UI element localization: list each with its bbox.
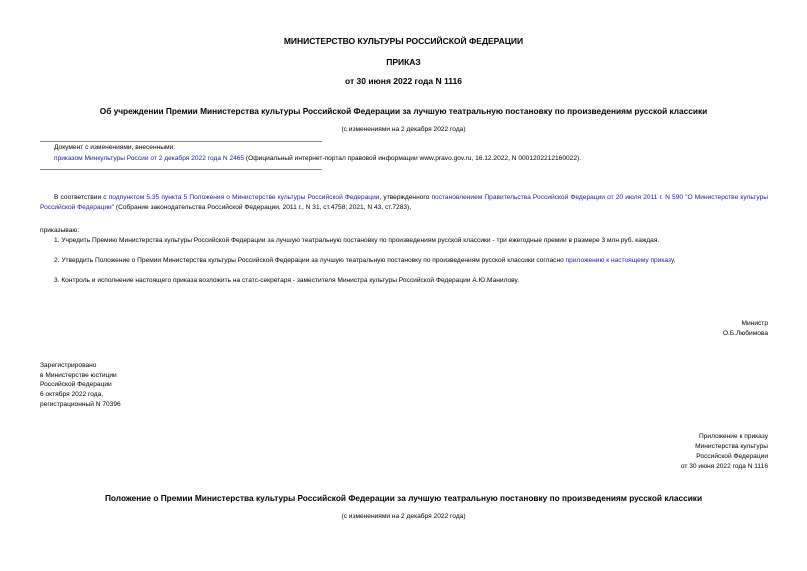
registration-line-4: 6 октября 2022 года, <box>40 391 104 398</box>
ministry-heading: МИНИСТЕРСТВО КУЛЬТУРЫ РОССИЙСКОЙ ФЕДЕРАЦИИ <box>283 36 524 46</box>
government-decree-link[interactable]: постановлением Правительства Российской Федерации от 20 июля 2011 г. N 590 "О Министерстве культуры Российской Федерации" <box>40 194 769 211</box>
registration-line-1: Зарегистрировано <box>40 362 97 369</box>
doc-title: Об учреждении Премии Министерства культуры Российской Федерации за лучшую театральную постановку по произведениям русской классики <box>99 106 708 116</box>
changes-bottom-divider <box>40 169 322 170</box>
preamble-paragraph: В соответствии с подпунктом 5.35 пункта 5 Положения о Министерстве культуры Российской Федерации, утвержденного постановлением Правительства Российской Федерации от 20 июля 2011 г. N 590 "О Министерстве культуры Российской Федерации" (Собрание законодательства Российской Федерации, 2011 г., N 31, ст.4758; 2021, N 43, ст.7283), <box>40 194 769 211</box>
changes-top-divider <box>40 141 322 142</box>
registration-line-2: в Министерстве юстиции <box>40 372 117 379</box>
signature-position: Министр <box>741 320 768 327</box>
doc-type-heading: ПРИКАЗ <box>386 57 421 67</box>
appendix-ref-line-2: Министерства культуры <box>695 443 768 450</box>
regulation-link[interactable]: подпунктом 5.35 пункта 5 Положения о Министерстве культуры Российской Федерации <box>108 194 380 201</box>
appendix-revision: (с изменениями на 2 декабря 2022 года) <box>341 513 466 520</box>
appendix-ref-line-4: от 30 июня 2022 года N 1116 <box>680 463 768 470</box>
order-item-2: 2. Утвердить Положение о Премии Министерства культуры Российской Федерации за лучшую театральную постановку по произведениям русской классики согласно приложению к настоящему приказу. <box>54 257 676 264</box>
registration-line-5: регистрационный N 70396 <box>40 401 121 408</box>
changes-order-link[interactable]: приказом Минкультуры России от 2 декабря 2022 года N 2465 <box>54 155 245 162</box>
changes-source: (Официальный интернет-портал правовой информации www.pravo.gov.ru, 16.12.2022, N 0001202212160022). <box>244 155 582 162</box>
appendix-link[interactable]: приложению к настоящему приказу <box>565 257 674 264</box>
order-item-3: 3. Контроль и исполнение настоящего приказа возложить на статс-секретаря - заместителя Министра культуры Российской Федерации А.Ю.Манилову. <box>54 277 519 284</box>
order-item-1: 1. Учредить Премию Министерства культуры Российской Федерации за лучшую театральную постановку по произведениям русской классики - три ежегодные премии в размере 3 млн руб. каждая. <box>54 237 660 244</box>
changes-line <box>54 154 754 164</box>
changes-intro: Документ с изменениями, внесенными: <box>54 144 176 151</box>
appendix-ref-line-3: Российской Федерации <box>696 453 768 460</box>
order-word: приказываю: <box>40 227 80 234</box>
appendix-ref-line-1: Приложение к приказу <box>698 433 768 440</box>
doc-revision: (с изменениями на 2 декабря 2022 года) <box>341 126 466 133</box>
signature-name: О.Б.Любимова <box>722 330 768 337</box>
registration-line-3: Российской Федерации <box>40 381 112 388</box>
appendix-title: Положение о Премии Министерства культуры Российской Федерации за лучшую театральную постановку по произведениям русской классики <box>104 493 703 503</box>
doc-date-number: от 30 июня 2022 года N 1116 <box>345 76 462 86</box>
